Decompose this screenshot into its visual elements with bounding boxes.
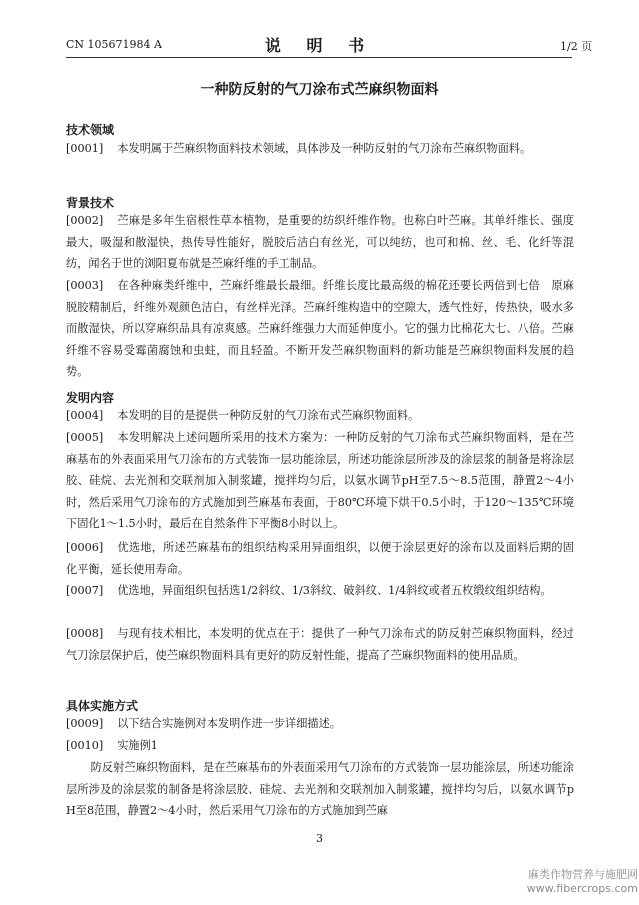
paragraph-text: 本发明解决上述问题所采用的技术方案为：一种防反射的气刀涂布式苎麻织物面料，是在苎麻基布的外表面采用气刀涂布的方式装饰一层功能涂层，所述功能涂层所涉及的涂层浆的制备是将涂层胶、硅烷、去光剂和交联剂加入制浆罐，搅拌均匀后，以氨水调节pH至7.5～8.5范围，静置2～4小时，然后采用气刀涂布的方式施加到苎麻基布表面，于80℃环境下烘干0.5小时，于120～135℃环境下固化1～1.5小时，最后在自然条件下平衡8小时以上。 <box>66 431 574 530</box>
paragraph-0003 <box>66 275 574 383</box>
section-heading-background: 背景技术 <box>66 196 115 210</box>
paragraph-text: 苎麻是多年生宿根性草本植物，是重要的纺织纤维作物。也称白叶苎麻。其单纤维长、强度最大，吸湿和散湿快，热传导性能好，脱胶后洁白有丝光，可以纯纺，也可和棉、丝、毛、化纤等混纺，闻名于世的浏阳夏布就是苎麻纤维的手工制品。 <box>66 214 574 270</box>
paragraph-0006 <box>66 537 574 580</box>
paragraph-number: [0003] <box>66 279 104 292</box>
paragraph-0004 <box>66 405 574 427</box>
paragraph-text: 本发明的目的是提供一种防反射的气刀涂布式苎麻织物面料。 <box>117 409 420 422</box>
document-type: 说 明 书 <box>264 36 375 55</box>
paragraph-text: 本发明属于苎麻织物面料技术领域，具体涉及一种防反射的气刀涂布苎麻织物面料。 <box>117 142 532 155</box>
paragraph-text: 优选地，异面组织包括选1/2斜纹、1/3斜纹、破斜纹、1/4斜纹或者五枚缎纹组织结构。 <box>117 584 552 597</box>
paragraph-text: 以下结合实施例对本发明作进一步详细描述。 <box>117 717 341 730</box>
section-heading-embodiment: 具体实施方式 <box>66 699 139 713</box>
header-rule <box>66 57 572 58</box>
paragraph-0005 <box>66 427 574 535</box>
page-number: 3 <box>316 832 323 845</box>
paragraph-number: [0001] <box>66 142 104 155</box>
paragraph-text: 在各种麻类纤维中，苎麻纤维最长最细。纤维长度比最高级的棉花还要长两倍到七倍 原麻脱胶精制后，纤维外观颜色洁白，有丝样光泽。苎麻纤维构造中的空隙大，透气性好，传热快，吸水多而散湿快，所以穿麻织品具有凉爽感。苎麻纤维强力大而延伸度小。它的强力比棉花大七、八倍。苎麻纤维不容易受霉菌腐蚀和虫蛀，而且轻盈。不断开发苎麻织物面料的新功能是苎麻织物面料发展的趋势。 <box>66 279 574 378</box>
paragraph-text: 与现有技术相比，本发明的优点在于：提供了一种气刀涂布式的防反射苎麻织物面料，经过气刀涂层保护后，使苎麻织物面料具有更好的防反射性能，提高了苎麻织物面料的使用品质。 <box>66 627 574 662</box>
paragraph-0009 <box>66 713 574 735</box>
paragraph-number: [0008] <box>66 627 104 640</box>
patent-number: CN 105671984 A <box>66 38 162 51</box>
paragraph-number: [0005] <box>66 431 104 444</box>
page-indicator: 1/2 页 <box>560 40 593 53</box>
paragraph-text: 优选地，所述苎麻基布的组织结构采用异面组织，以便于涂层更好的涂布以及面料后期的固化平衡，延长使用寿命。 <box>66 541 574 576</box>
paragraph-number: [0007] <box>66 584 104 597</box>
paragraph-embodiment-text: 防反射苎麻织物面料，是在苎麻基布的外表面采用气刀涂布的方式装饰一层功能涂层，所述功能涂层所涉及的涂层浆的制备是将涂层胶、硅烷、去光剂和交联剂加入制浆罐，搅拌均匀后，以氨水调节pH至8范围，静置2～4小时，然后采用气刀涂布的方式施加到苎麻 <box>66 761 574 817</box>
paragraph-0001 <box>66 138 574 160</box>
paragraph-text: 实施例1 <box>117 739 158 752</box>
document-title: 一种防反射的气刀涂布式苎麻织物面料 <box>200 82 439 98</box>
section-heading-invention: 发明内容 <box>66 391 115 405</box>
paragraph-number: [0006] <box>66 541 104 554</box>
paragraph-0007 <box>66 580 574 602</box>
paragraph-0008 <box>66 623 574 666</box>
paragraph-number: [0010] <box>66 739 104 752</box>
paragraph-0002 <box>66 210 574 275</box>
section-heading-tech-field: 技术领域 <box>66 123 115 137</box>
paragraph-number: [0004] <box>66 409 104 422</box>
paragraph-number: [0002] <box>66 214 104 227</box>
paragraph-0010 <box>66 735 574 757</box>
paragraph-number: [0009] <box>66 717 104 730</box>
watermark: 麻类作物营养与施肥网 www.fibercrops.com <box>526 868 638 895</box>
